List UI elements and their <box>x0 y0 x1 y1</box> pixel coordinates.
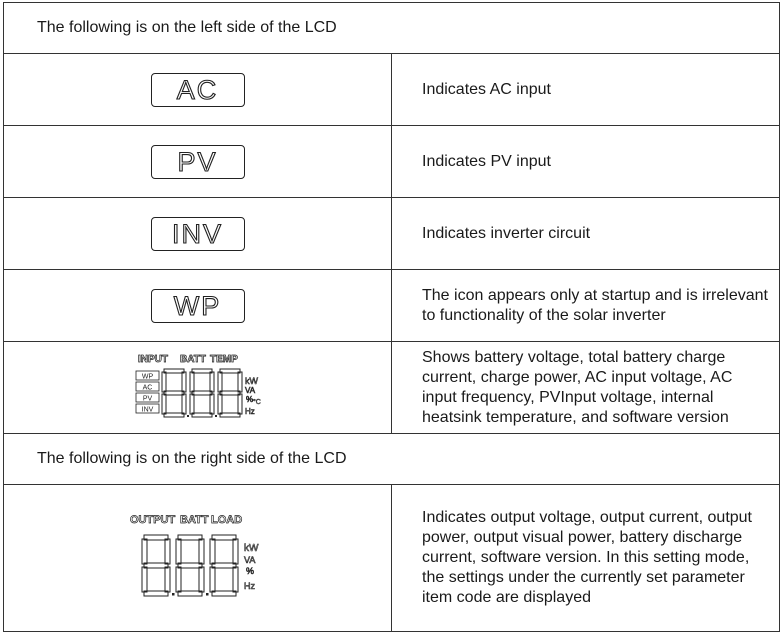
ac-input-description: Indicates AC input <box>392 54 780 126</box>
right-lcd-units <box>244 543 259 591</box>
ac-input-icon: AC <box>151 73 245 107</box>
temp-label: TEMP <box>209 353 238 365</box>
seven-segment-digit <box>218 369 242 417</box>
left-side-section-header: The following is on the left side of the LCD <box>4 3 780 54</box>
wp-startup-description: The icon appears only at startup and is irrelevant to functionality of the solar inverter <box>392 270 780 342</box>
wp-startup-icon: WP <box>151 289 245 323</box>
inverter-description: Indicates inverter circuit <box>392 198 780 270</box>
batt-label: BATT <box>179 353 206 365</box>
wp-side-label: WP <box>141 373 153 380</box>
icon-cell <box>4 54 392 126</box>
left-lcd-side-labels <box>136 371 159 414</box>
left-lcd-units <box>245 376 261 416</box>
va-unit: VA <box>243 555 255 565</box>
seven-segment-digit <box>142 535 170 596</box>
table-row-inv <box>4 198 780 270</box>
table-row-wp <box>4 270 780 342</box>
pv-input-icon: PV <box>151 145 245 179</box>
right-lcd-header <box>130 514 242 526</box>
right-lcd-digits <box>142 535 238 596</box>
icon-cell <box>4 342 392 434</box>
icon-cell <box>4 270 392 342</box>
left-lcd-display-icon <box>128 352 268 424</box>
table-row-left-display <box>4 342 780 434</box>
ac-side-label: AC <box>142 384 152 391</box>
table-row-ac <box>4 54 780 126</box>
left-display-description: Shows battery voltage, total battery charge current, charge power, AC input voltage, AC input frequency, PVInput voltage, internal heatsink temperature, and software version <box>392 342 780 434</box>
left-lcd-header <box>138 354 238 365</box>
seven-segment-digit <box>210 535 238 596</box>
seven-segment-digit <box>176 535 204 596</box>
right-side-section-header: The following is on the right side of the LCD <box>4 434 780 485</box>
percent-unit: % <box>245 394 253 404</box>
inv-side-label: INV <box>141 406 153 413</box>
pv-side-label: PV <box>142 395 152 402</box>
seven-segment-digit <box>162 369 186 417</box>
va-unit: VA <box>244 385 255 395</box>
icon-cell <box>4 485 392 632</box>
table-row-right-display <box>4 485 780 632</box>
kw-unit: kW <box>244 375 258 386</box>
load-label: LOAD <box>210 514 242 526</box>
batt-label: BATT <box>179 514 209 526</box>
lcd-icon-table <box>3 2 780 632</box>
icon-cell <box>4 126 392 198</box>
hz-unit: Hz <box>243 581 255 591</box>
seven-segment-digit <box>190 369 214 417</box>
percent-unit: % <box>245 566 254 576</box>
kw-unit: kW <box>243 543 258 554</box>
right-display-description: Indicates output voltage, output current, output power, output visual power, battery discharge current, software version. In this setting mode, the settings under the currently set parameter item code are displayed <box>392 485 780 632</box>
hz-unit: Hz <box>244 406 255 416</box>
output-label: OUTPUT <box>129 514 175 526</box>
icon-cell <box>4 198 392 270</box>
right-lcd-display-icon <box>128 513 268 603</box>
inverter-icon: INV <box>151 217 245 251</box>
input-label: INPUT <box>137 353 168 365</box>
table-row-pv <box>4 126 780 198</box>
celsius-unit: °C <box>252 398 261 406</box>
left-lcd-digits <box>162 369 242 417</box>
pv-input-description: Indicates PV input <box>392 126 780 198</box>
